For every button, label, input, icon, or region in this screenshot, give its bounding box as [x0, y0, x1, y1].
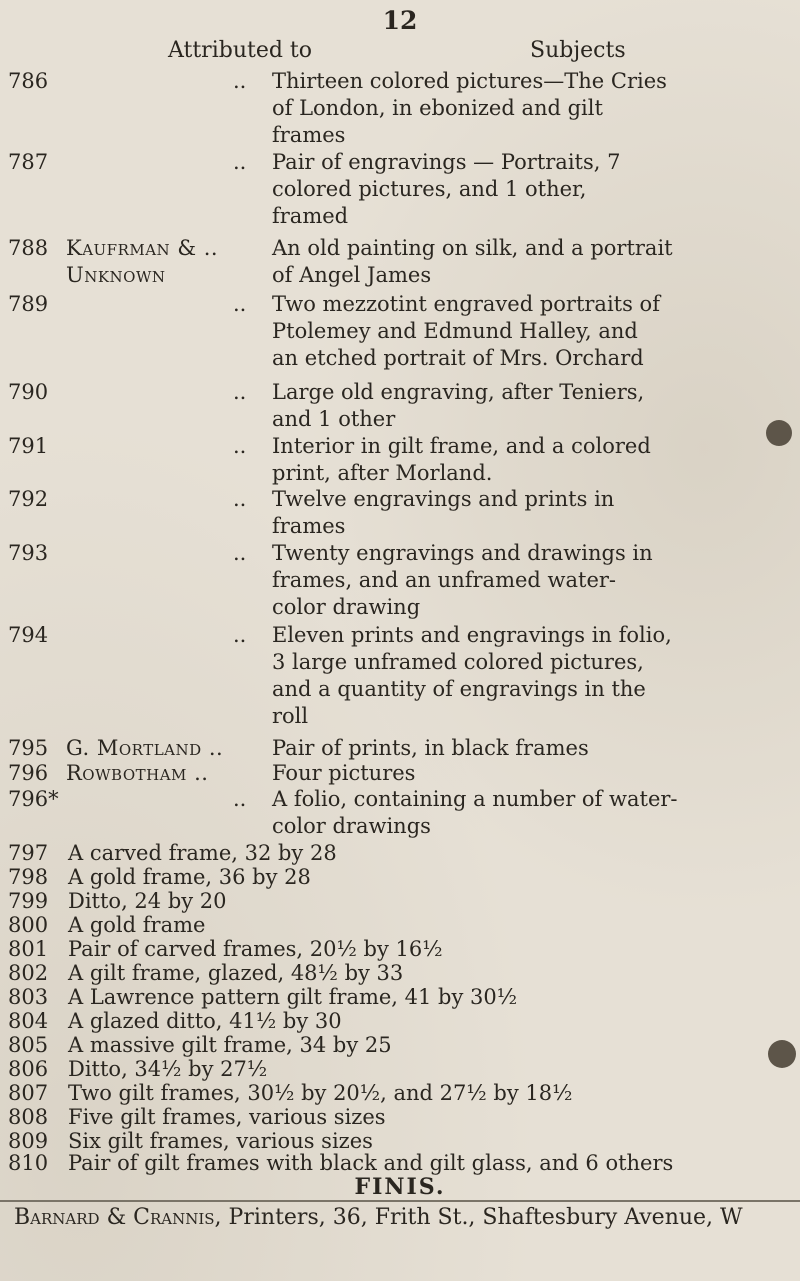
lot-description: Interior in gilt frame, and a colored print, after Morland.	[272, 434, 651, 485]
lot-separator: ..	[233, 541, 247, 565]
printer-name: Barnard & Crannis,	[14, 1205, 222, 1230]
printer-imprint	[14, 1205, 743, 1230]
lot-description: Six gilt frames, various sizes	[68, 1129, 373, 1153]
lot-number: 789	[8, 292, 49, 316]
lot-number: 787	[8, 150, 49, 174]
lot-number: 798	[8, 865, 49, 889]
lot-separator: ..	[233, 487, 247, 511]
printer-address: Printers, 36, Frith St., Shaftesbury Avenue, W	[228, 1205, 743, 1230]
lot-attribution: G. Mortland ..	[66, 736, 224, 760]
page-number: 12	[382, 6, 418, 35]
lot-attribution: Kaufrman & .. Unknown	[66, 236, 219, 287]
lot-number: 794	[8, 623, 49, 647]
lot-separator: ..	[233, 787, 247, 811]
lot-description: Two gilt frames, 30½ by 20½, and 27½ by 18½	[68, 1081, 573, 1105]
lot-number: 802	[8, 961, 49, 985]
lot-number: 801	[8, 937, 49, 961]
lot-description: A gold frame, 36 by 28	[68, 865, 311, 889]
lot-number: 805	[8, 1033, 49, 1057]
lot-number: 800	[8, 913, 49, 937]
lot-number: 810	[8, 1151, 49, 1175]
lot-description: Five gilt frames, various sizes	[68, 1105, 386, 1129]
lot-number: 786	[8, 69, 49, 93]
binding-hole	[768, 1040, 796, 1068]
lot-number: 809	[8, 1129, 49, 1153]
lot-separator: ..	[233, 623, 247, 647]
lot-separator: ..	[233, 150, 247, 174]
lot-number: 792	[8, 487, 49, 511]
lot-number: 803	[8, 985, 49, 1009]
lot-number: 790	[8, 380, 49, 404]
finis-mark: FINIS.	[354, 1174, 446, 1200]
lot-number: 797	[8, 841, 49, 865]
imprint-divider	[0, 1200, 800, 1202]
lot-attribution: Rowbotham ..	[66, 761, 209, 785]
lot-description: Thirteen colored pictures—The Cries of London, in ebonized and gilt frames	[272, 69, 667, 147]
lot-number: 804	[8, 1009, 49, 1033]
lot-number: 806	[8, 1057, 49, 1081]
lot-description: A glazed ditto, 41½ by 30	[68, 1009, 342, 1033]
lot-description: Two mezzotint engraved portraits of Ptolemey and Edmund Halley, and an etched portrait of Mrs. Orchard	[272, 292, 660, 370]
lot-description: Twenty engravings and drawings in frames, and an unframed water- color drawing	[272, 541, 653, 619]
lot-description: Four pictures	[272, 761, 416, 785]
lot-description: A Lawrence pattern gilt frame, 41 by 30½	[68, 985, 518, 1009]
lot-description: Pair of prints, in black frames	[272, 736, 589, 760]
lot-number: 796*	[8, 787, 59, 811]
lot-number: 808	[8, 1105, 49, 1129]
lot-separator: ..	[233, 69, 247, 93]
lot-number: 788	[8, 236, 49, 260]
lot-number: 791	[8, 434, 49, 458]
lot-separator: ..	[233, 434, 247, 458]
lot-description: A gilt frame, glazed, 48½ by 33	[68, 961, 404, 985]
lot-description: Ditto, 24 by 20	[68, 889, 227, 913]
lot-description: A carved frame, 32 by 28	[68, 841, 337, 865]
lot-separator: ..	[233, 380, 247, 404]
lot-description: A gold frame	[68, 913, 206, 937]
binding-hole	[766, 420, 792, 446]
lot-separator: ..	[233, 292, 247, 316]
lot-number: 807	[8, 1081, 49, 1105]
lot-description: An old painting on silk, and a portrait of Angel James	[272, 236, 673, 287]
column-heading-subjects: Subjects	[530, 38, 626, 63]
lot-description: Pair of gilt frames with black and gilt glass, and 6 others	[68, 1151, 674, 1175]
lot-description: A folio, containing a number of water- color drawings	[272, 787, 678, 838]
lot-description: Large old engraving, after Teniers, and 1 other	[272, 380, 645, 431]
lot-description: Eleven prints and engravings in folio, 3 large unframed colored pictures, and a quantity of engravings in the roll	[272, 623, 672, 728]
lot-number: 796	[8, 761, 49, 785]
lot-description: Ditto, 34½ by 27½	[68, 1057, 268, 1081]
lot-description: Twelve engravings and prints in frames	[272, 487, 615, 538]
lot-number: 799	[8, 889, 49, 913]
lot-description: A massive gilt frame, 34 by 25	[68, 1033, 392, 1057]
lot-description: Pair of engravings — Portraits, 7 colored pictures, and 1 other, framed	[272, 150, 621, 228]
column-heading-attributed-to: Attributed to	[168, 38, 313, 63]
lot-number: 793	[8, 541, 49, 565]
lot-number: 795	[8, 736, 49, 760]
lot-description: Pair of carved frames, 20½ by 16½	[68, 937, 443, 961]
